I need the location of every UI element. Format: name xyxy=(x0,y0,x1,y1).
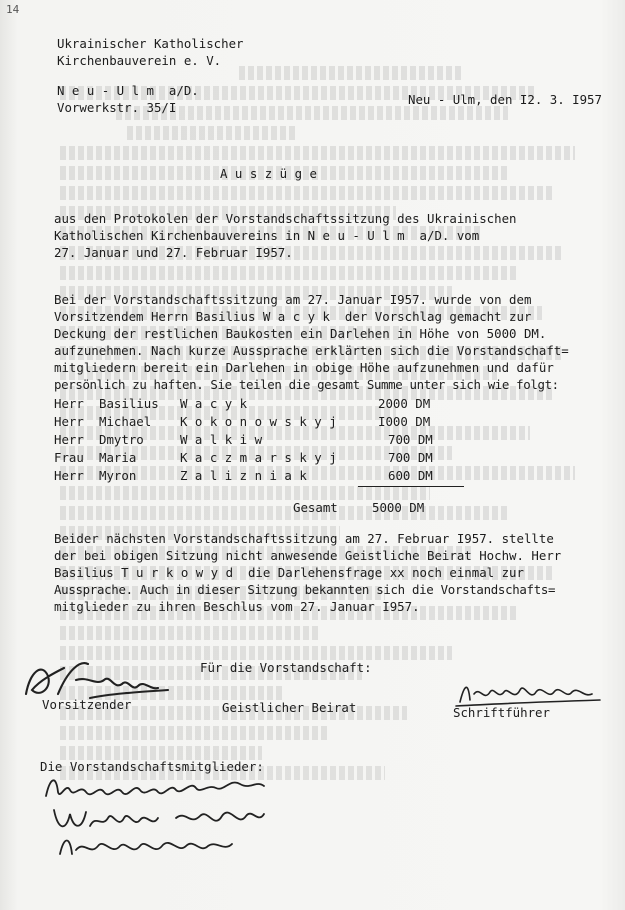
member-amount: 700 DM xyxy=(388,432,433,447)
adviser-label: Geistlicher Beirat xyxy=(222,700,357,715)
member-last-name: Z a l i z n i a k xyxy=(180,468,307,483)
document-title: A u s z ü g e xyxy=(220,166,317,181)
member-last-name: W a c y k xyxy=(180,396,248,411)
member-first-name: Dmytro xyxy=(99,432,144,447)
member-amount: I000 DM xyxy=(378,414,431,429)
member-last-name: K o k o n o w s k y j xyxy=(180,414,337,429)
signatures-heading: Für die Vorstandschaft: xyxy=(200,660,372,675)
member-amount: 700 DM xyxy=(388,450,433,465)
margin-mark xyxy=(611,470,617,610)
total-amount: 5000 DM xyxy=(372,500,425,515)
member-title: Herr xyxy=(54,468,84,483)
paragraph1-line: Bei der Vorstandschaftssitzung am 27. Januar I957. wurde von dem xyxy=(54,292,532,307)
member-last-name: W a l k i w xyxy=(180,432,263,447)
sender-city: N e u - U l m a/D. xyxy=(57,83,199,98)
member-title: Herr xyxy=(54,396,84,411)
member-amount: 600 DM xyxy=(388,468,433,483)
intro-line: Katholischen Kirchenbauvereins in N e u - U l m a/D. vom xyxy=(54,228,480,243)
sum-underline xyxy=(358,486,464,487)
member-first-name: Basilius xyxy=(99,396,159,411)
sender-name-line2: Kirchenbauverein e. V. xyxy=(57,53,222,68)
paragraph1-line: aufzunehmen. Nach kurze Aussprache erklärten sich die Vorstandschaft= xyxy=(54,343,569,358)
paragraph1-line: Deckung der restlichen Baukosten ein Darlehen in Höhe von 5000 DM. xyxy=(54,326,547,341)
reverse-side-bleed-through xyxy=(60,60,620,860)
members-signatures-heading: Die Vorstandschaftsmitglieder: xyxy=(40,759,264,774)
paragraph2-line: Beider nächsten Vorstandschaftssitzung am 27. Februar I957. stellte xyxy=(54,531,554,546)
date-line: Neu - Ulm, den I2. 3. I957 xyxy=(408,92,602,107)
chair-label: Vorsitzender xyxy=(42,697,132,712)
member-title: Herr xyxy=(54,414,84,429)
member-amount: 2000 DM xyxy=(378,396,431,411)
paragraph1-line: mitgliedern bereit ein Darlehen in obige Höhe aufzunehmen und dafür xyxy=(54,360,554,375)
intro-line: 27. Januar und 27. Februar I957. xyxy=(54,245,293,260)
member-title: Frau xyxy=(54,450,84,465)
member-last-name: K a c z m a r s k y j xyxy=(180,450,337,465)
member-first-name: Michael xyxy=(99,414,152,429)
total-label: Gesamt xyxy=(293,500,338,515)
sender-name-line1: Ukrainischer Katholischer xyxy=(57,36,244,51)
secretary-label: Schriftführer xyxy=(453,705,550,720)
paragraph1-line: persönlich zu haften. Sie teilen die gesamt Summe unter sich wie folgt: xyxy=(54,377,559,392)
member-title: Herr xyxy=(54,432,84,447)
members-handwritten-signatures xyxy=(40,770,280,870)
paragraph2-line: mitglieder zu ihren Beschlus vom 27. Januar I957. xyxy=(54,599,420,614)
member-first-name: Myron xyxy=(99,468,137,483)
sender-street: Vorwerkstr. 35/I xyxy=(57,100,177,115)
member-first-name: Maria xyxy=(99,450,137,465)
paragraph1-line: Vorsitzendem Herrn Basilius W a c y k der Vorschlag gemacht zur xyxy=(54,309,532,324)
paragraph2-line: Aussprache. Auch in dieser Sitzung bekannten sich die Vorstandschafts= xyxy=(54,582,556,597)
paragraph2-line: der bei obigen Sitzung nicht anwesende Geistliche Beirat Hochw. Herr xyxy=(54,548,562,563)
page-number: 14 xyxy=(6,3,20,16)
paragraph2-line: Basilius T u r k o w y d die Darlehensfrage xx noch einmal zur xyxy=(54,565,524,580)
intro-line: aus den Protokolen der Vorstandschaftssitzung des Ukrainischen xyxy=(54,211,517,226)
